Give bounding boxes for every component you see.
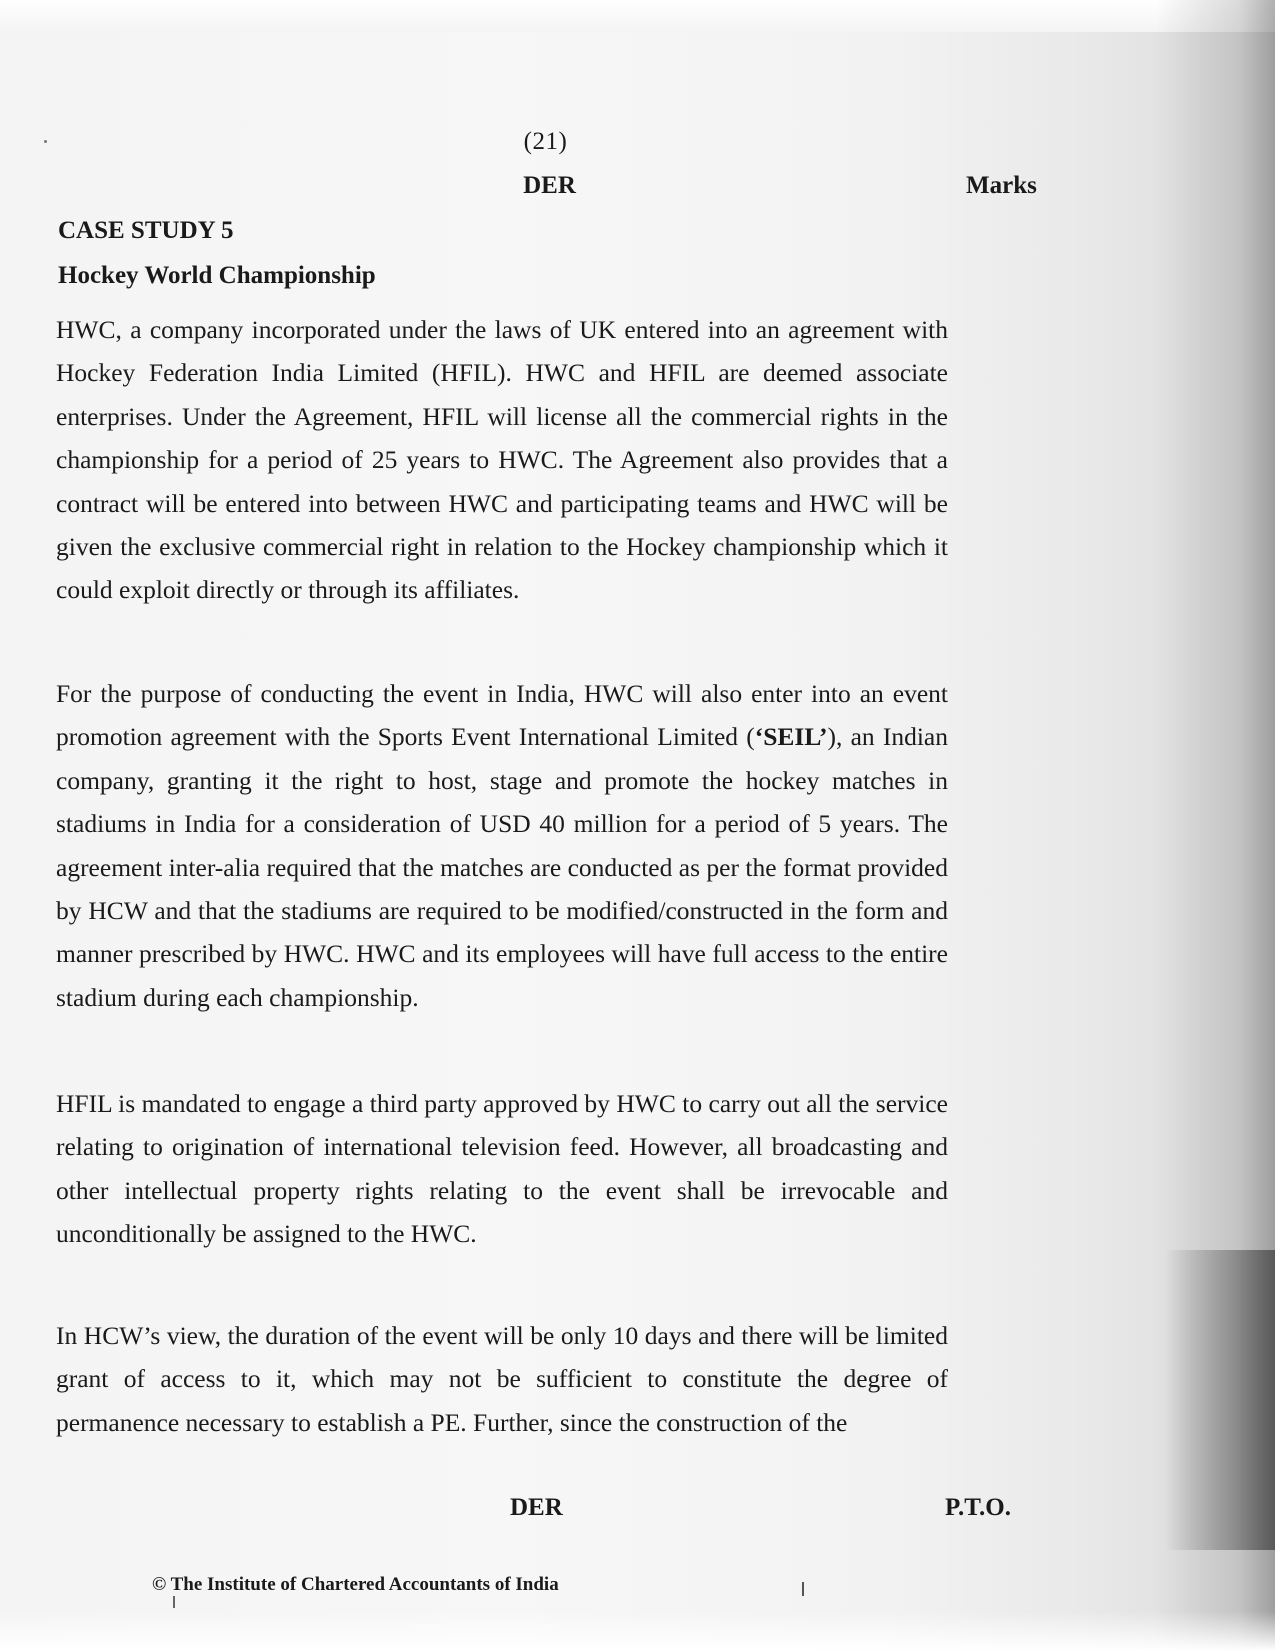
footer-paper-code: DER [510, 1494, 563, 1521]
header-paper-code: DER [523, 172, 576, 199]
page-top-edge [0, 0, 1275, 32]
marks-column-label: Marks [966, 172, 1037, 199]
paragraph-3: HFIL is mandated to engage a third party approved by HWC to carry out all the service relating to origination of international television feed. However, all broadcasting and other intellectual property rights relating to the event shall be irrevocable and unconditionally be assigned to the HWC. [56, 1089, 948, 1249]
paragraph-2 [56, 672, 948, 1019]
footer-pto: P.T.O. [945, 1494, 1011, 1521]
page-bottom-edge [0, 1611, 1275, 1651]
paragraph-2-body: an Indian company, granting it the right to host, stage and promote the hockey matches in stadiums in India for a consideration of USD 40 million for a period of 5 years. The agreement inter-alia required that the matches are conducted as per the format provided by HCW and that the stadiums are required to be modified/constructed in the form and manner prescribed by HWC. HWC and its employees will have full access to the entire stadium during each championship. [56, 722, 948, 1012]
seil-abbreviation: ‘SEIL’ [754, 722, 828, 752]
case-study-subtitle: Hockey World Championship [58, 262, 376, 289]
paragraph-2-punctuation: ), [827, 722, 843, 752]
paragraph-1: HWC, a company incorporated under the laws of UK entered into an agreement with Hockey Federation India Limited (HFIL). HWC and HFIL are deemed associate enterprises. Under the Agreement, HFIL will license all the commercial rights in the championship for a period of 25 years to HWC. The Agreement also provides that a contract will be entered into between HWC and participating teams and HWC will be given the exclusive commercial right in relation to the Hockey championship which it could exploit directly or through its affiliates. [56, 315, 948, 605]
case-study-title: CASE STUDY 5 [58, 217, 234, 244]
scan-shadow-lower-right [1165, 1250, 1275, 1550]
scan-mark [802, 1582, 804, 1596]
scan-mark-small [173, 1596, 175, 1608]
paragraph-4: In HCW’s view, the duration of the event will be only 10 days and there will be limited grant of access to it, which may not be sufficient to constitute the degree of permanence necessary to establish a PE. Further, since the construction of the [56, 1321, 948, 1437]
copyright-notice: © The Institute of Chartered Accountants of India [152, 1574, 559, 1595]
paragraph-2-lead: For the purpose of conducting the event in India, HWC will also enter into an event promotion agreement with the Sports Event International Limited ( [56, 679, 948, 752]
page-number: (21) [523, 128, 568, 155]
